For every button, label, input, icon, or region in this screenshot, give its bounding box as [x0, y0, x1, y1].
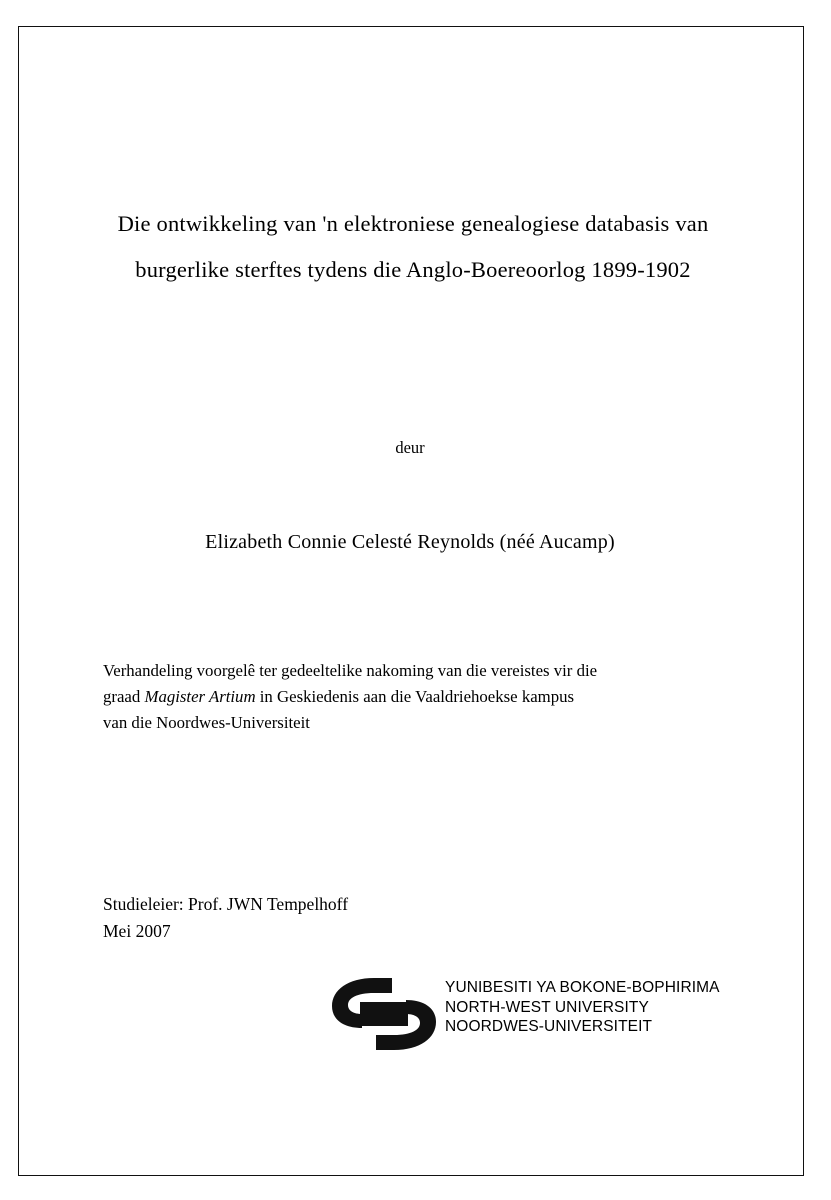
thesis-title — [93, 201, 733, 293]
university-logo-text — [445, 978, 720, 1037]
logo-text-line-3: NOORDWES-UNIVERSITEIT — [445, 1018, 653, 1035]
supervisor-line: Studieleier: Prof. JWN Tempelhoff — [103, 894, 349, 914]
thesis-title-line-1: Die ontwikkeling van 'n elektroniese genealogiese databasis van — [117, 211, 709, 236]
submission-line-2 — [103, 684, 725, 710]
author-name: Elizabeth Connie Celesté Reynolds (néé Aucamp) — [205, 531, 615, 553]
submission-line-2-post: in Geskiedenis aan die Vaaldriehoekse kampus — [255, 687, 575, 706]
thesis-title-line-2: burgerlike sterftes tydens die Anglo-Boereoorlog 1899-1902 — [135, 257, 691, 282]
university-logo — [250, 974, 720, 1056]
submission-statement — [103, 658, 725, 736]
degree-name: Magister Artium — [144, 687, 256, 706]
supervisor-and-date — [103, 891, 348, 945]
submission-line-3: van die Noordwes-Universiteit — [103, 713, 310, 732]
logo-text-line-2: NORTH-WEST UNIVERSITY — [445, 998, 649, 1016]
nwu-logo-icon — [330, 976, 438, 1052]
date-line: Mei 2007 — [103, 921, 171, 941]
submission-line-2-pre: graad — [103, 687, 145, 706]
logo-text-line-1: YUNIBESITI YA BOKONE-BOPHIRIMA — [445, 979, 720, 996]
title-page-content — [85, 26, 735, 1176]
submission-line-1: Verhandeling voorgelê ter gedeeltelike nakoming van die vereistes vir die — [103, 661, 598, 680]
by-label: deur — [395, 438, 425, 457]
